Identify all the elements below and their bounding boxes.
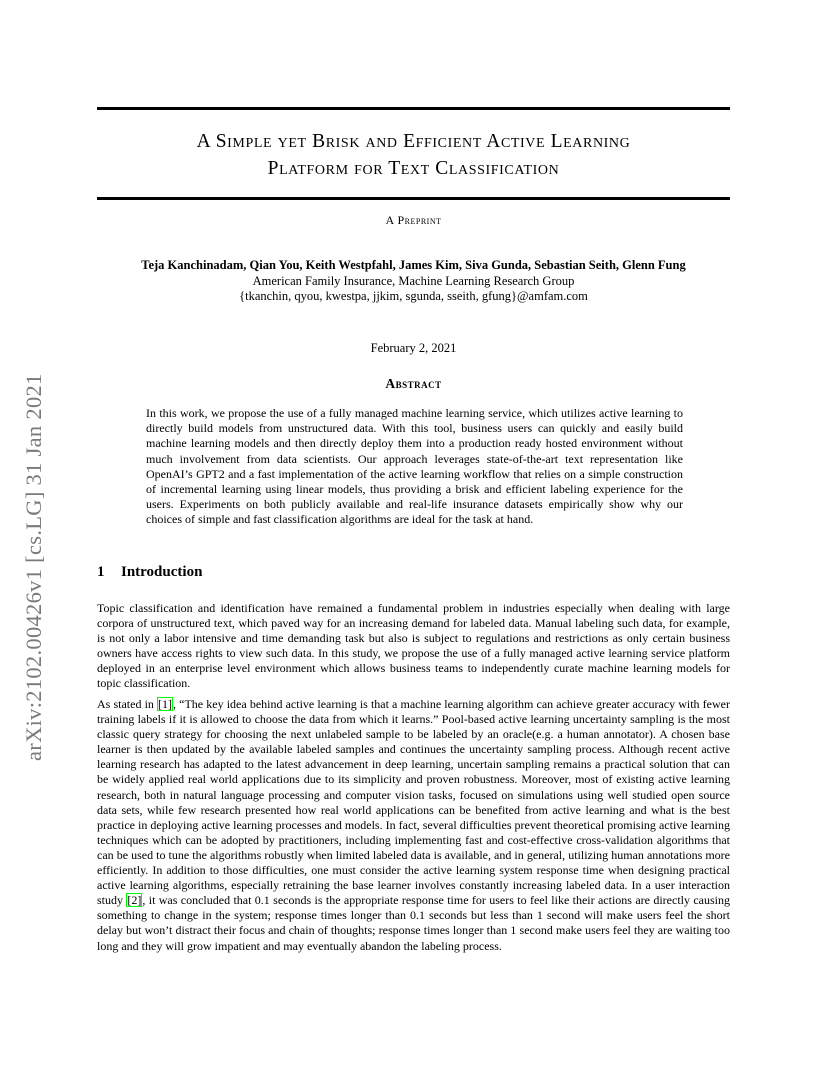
intro-paragraph-2-start: As stated in xyxy=(97,697,158,711)
author-names: Teja Kanchinadam, Qian You, Keith Westpfahl, James Kim, Siva Gunda, Sebastian Seith, Glenn Fung xyxy=(141,258,686,272)
intro-paragraph-1: Topic classification and identification have remained a fundamental problem in industries especially when dealing with large corpora of unstructured text, which paved way for an increasing demand for labeled data. Manual labeling such data, for example, is not only a labor intensive and time demanding task but also is subject to regulations and restrictions as only certain business owners have access rights to view such data. In this study, we propose the use of a fully managed active learning service platform deployed in an enterprise level environment which allows business teams to independently curate machine learning models for topic classification. xyxy=(97,601,730,691)
citation-link-2[interactable]: [2] xyxy=(127,893,142,908)
intro-paragraph-2-middle: , “The key idea behind active learning is that a machine learning algorithm can achieve greater accuracy with fewer training labels if it is allowed to choose the data from which it learns.” Pool-based active learning uncertainty sampling is the most classic query strategy for choosing the next unlabeled sample to be labeled by an oracle(e.g. a human annotator). A chosen base learner is then updated by the available labeled samples and continues the uncertainty sampling process. Although recent active learning research has adapted to the latest advancement in deep learning, uncertain sampling remains a practical solution that can be widely applied real world applications due to its simplicity and proven robustness. Moreover, most of existing active learning research, both in natural language processing and computer vision tasks, focused on simulations using well studied open source data sets, while few research presented how real world applications can be benefited from active learning and what is the best practice in deploying active learning processes and models. In fact, several difficulties prevent theoretical promising active learning techniques which can be adopted by practitioners, including implementing fast and cost-effective cross-validation algorithms that can be used to tune the algorithms robustly when limited labeled data is available, and in general, utilizing human annotations more efficiently. In addition to those difficulties, one must consider the active learning system response time when designing practical active learning algorithms, especially retraining the base learner involves constantly increasing labeled data. In a user interaction study xyxy=(97,697,730,908)
section-heading-introduction xyxy=(97,564,202,581)
preprint-label: A Preprint xyxy=(385,213,442,227)
arxiv-identifier: arXiv:2102.00426v1 [cs.LG] 31 Jan 2021 xyxy=(21,373,46,761)
paper-title-line-1: A Simple yet Brisk and Efficient Active Learning xyxy=(196,131,631,152)
paper-date: February 2, 2021 xyxy=(370,341,457,355)
paper-title-line-2: Platform for Text Classification xyxy=(267,158,560,179)
paper-title xyxy=(97,128,730,182)
section-number: 1 xyxy=(97,564,105,580)
abstract-text: In this work, we propose the use of a fully managed machine learning service, which utilizes active learning to directly build models from unstructured data. With this tool, business users can quickly and easily build machine learning models and then directly deploy them into a production ready hosted environment without much involvement from data scientists. Our approach leverages state-of-the-art text representation like OpenAI’s GPT2 and a fast implementation of the active learning workflow that relies on a simple construction of incremental learning using linear models, thus providing a brisk and efficient labeling experience for the users. Experiments on both publicly available and real-life insurance datasets empirically show why our choices of simple and fast classification algorithms are ideal for the task at hand. xyxy=(146,406,683,527)
title-top-rule xyxy=(97,107,730,110)
author-affiliation: American Family Insurance, Machine Learning Research Group xyxy=(252,273,575,288)
arxiv-stamp xyxy=(15,296,53,761)
title-bottom-rule xyxy=(97,197,730,200)
abstract-heading: Abstract xyxy=(385,376,442,391)
intro-paragraph-2 xyxy=(97,697,730,954)
author-block xyxy=(97,258,730,305)
author-emails: {tkanchin, qyou, kwestpa, jjkim, sgunda, sseith, gfung}@amfam.com xyxy=(239,289,588,303)
intro-paragraph-2-end: , it was concluded that 0.1 seconds is the appropriate response time for users to feel like their actions are directly causing something to change in the system; response times longer than 0.1 seconds but less than 1 second will make users feel the short delay but won’t distract their focus and chain of thoughts; response times longer than 1 second make users feel they are waiting too long and they will grow impatient and may eventually abandon the labeling process. xyxy=(97,893,730,953)
section-title: Introduction xyxy=(121,564,203,580)
citation-link-1[interactable]: [1] xyxy=(158,697,173,711)
